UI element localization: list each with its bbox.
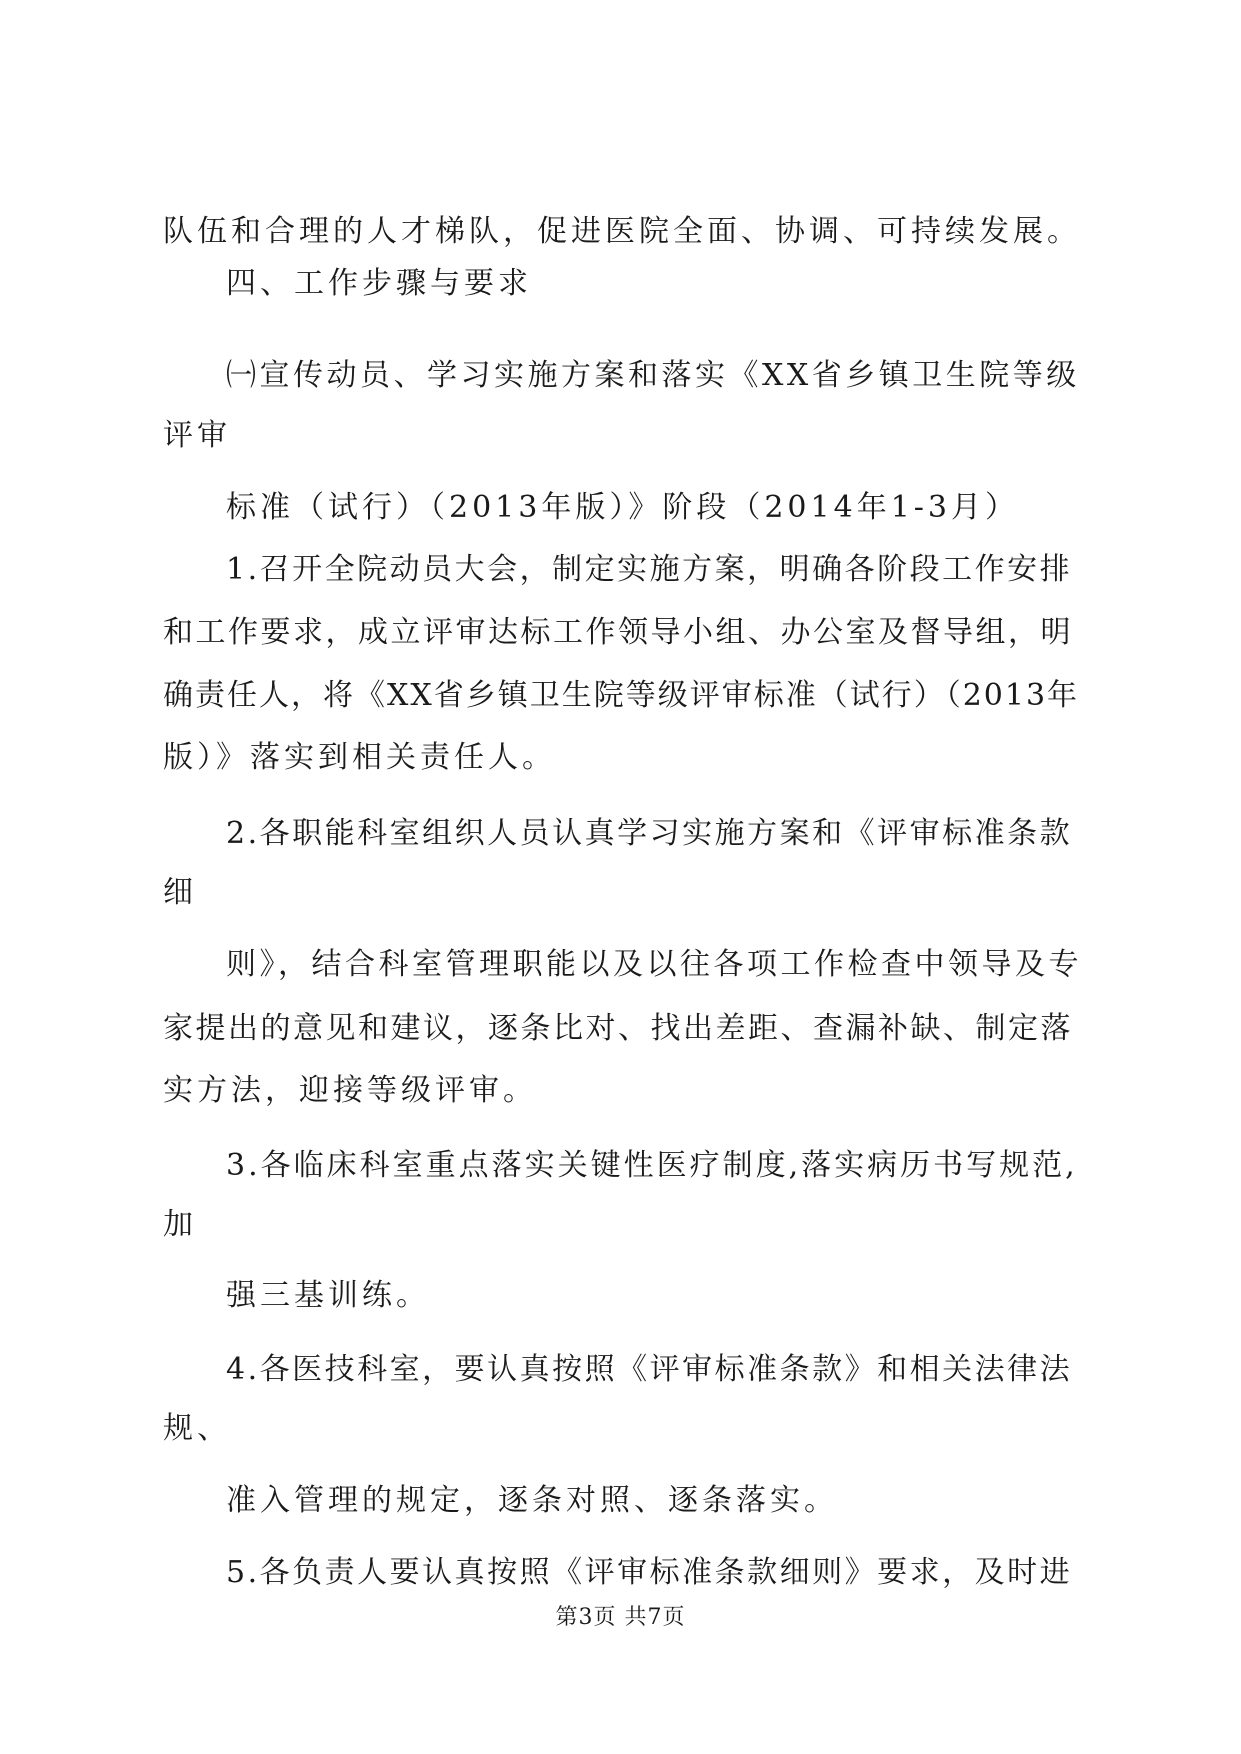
list-item-2-line: 细 — [163, 875, 197, 910]
subsection-heading: ㈠宣传动员、学习实施方案和落实《XX省乡镇卫生院等级 — [226, 358, 1080, 393]
paragraph-line: 标准（试行）（2013年版）》阶段（2014年1-3月） — [226, 490, 1020, 525]
list-item-4-line: 规、 — [163, 1411, 231, 1446]
paragraph-line: 队伍和合理的人才梯队，促进医院全面、协调、可持续发展。 — [163, 214, 1081, 249]
list-item-2-line: 2.各职能科室组织人员认真学习实施方案和《评审标准条款 — [226, 816, 1073, 851]
list-item-1-line: 1.召开全院动员大会，制定实施方案，明确各阶段工作安排 — [226, 552, 1073, 587]
list-item-3-line: 加 — [163, 1207, 197, 1242]
section-heading: 四、工作步骤与要求 — [226, 266, 532, 301]
list-item-3-line: 3.各临床科室重点落实关键性医疗制度,落实病历书写规范, — [226, 1148, 1078, 1183]
list-item-1-line: 确责任人，将《XX省乡镇卫生院等级评审标准（试行）（2013年 — [163, 678, 1080, 713]
list-item-2-line: 则》，结合科室管理职能以及以往各项工作检查中领导及专 — [226, 947, 1082, 982]
list-item-2-line: 实方法，迎接等级评审。 — [163, 1073, 537, 1108]
list-item-4-line: 4.各医技科室，要认真按照《评审标准条款》和相关法律法 — [226, 1352, 1073, 1387]
list-item-1-line: 版）》落实到相关责任人。 — [163, 740, 556, 775]
list-item-5-line: 5.各负责人要认真按照《评审标准条款细则》要求，及时进 — [226, 1555, 1073, 1590]
paragraph-line: 评审 — [163, 418, 231, 453]
list-item-3-line: 强三基训练。 — [226, 1278, 430, 1313]
list-item-1-line: 和工作要求，成立评审达标工作领导小组、办公室及督导组，明 — [163, 615, 1073, 650]
page-footer: 第3页 共7页 — [555, 1605, 686, 1630]
list-item-2-line: 家提出的意见和建议，逐条比对、找出差距、查漏补缺、制定落 — [163, 1011, 1073, 1046]
list-item-4-line: 准入管理的规定，逐条对照、逐条落实。 — [226, 1483, 838, 1518]
